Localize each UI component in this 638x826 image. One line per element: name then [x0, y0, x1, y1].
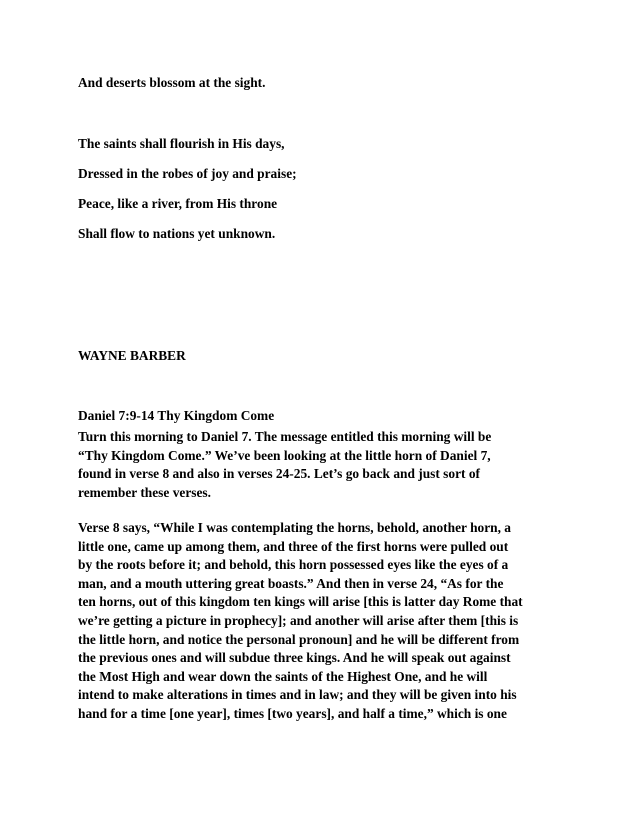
paragraph-line: the little horn, and notice the personal pronoun] and he will be different from [78, 631, 520, 647]
paragraph-line: “Thy Kingdom Come.” We’ve been looking at the little horn of Daniel 7, [78, 447, 491, 463]
paragraph-line: by the roots before it; and behold, this horn possessed eyes like the eyes of a [78, 557, 509, 573]
paragraph-line: little one, came up among them, and three of the first horns were pulled out [78, 538, 509, 554]
paragraph-line: the Most High and wear down the saints of the Highest One, and he will [78, 668, 488, 684]
poem-line: Dressed in the robes of joy and praise; [78, 166, 297, 181]
paragraph-line: intend to make alterations in times and in law; and they will be given into his [78, 687, 517, 703]
poem-line: And deserts blossom at the sight. [78, 75, 266, 90]
sermon-paragraph-1 [78, 428, 578, 502]
paragraph-line: hand for a time [one year], times [two years], and half a time,” which is one [78, 705, 507, 721]
paragraph-line: Turn this morning to Daniel 7. The message entitled this morning will be [78, 429, 492, 444]
paragraph-line: ten horns, out of this kingdom ten kings will arise [this is latter day Rome that [78, 594, 523, 610]
paragraph-line: we’re getting a picture in prophecy]; and another will arise after them [this is [78, 612, 519, 628]
paragraph-line: the previous ones and will subdue three kings. And he will speak out against [78, 650, 511, 666]
poem-line: Peace, like a river, from His throne [78, 196, 278, 211]
poem-line: Shall flow to nations yet unknown. [78, 226, 276, 241]
paragraph-line: remember these verses. [78, 484, 211, 500]
paragraph-line: found in verse 8 and also in verses 24-25. Let’s go back and just sort of [78, 466, 480, 482]
author-name: WAYNE BARBER [78, 348, 186, 363]
paragraph-line: Verse 8 says, “While I was contemplating the horns, behold, another horn, a [78, 520, 511, 535]
sermon-title: Daniel 7:9-14 Thy Kingdom Come [78, 408, 275, 423]
paragraph-line: man, and a mouth uttering great boasts.” And then in verse 24, “As for the [78, 575, 504, 591]
poem-line: The saints shall flourish in His days, [78, 136, 285, 151]
sermon-paragraph-2 [78, 519, 578, 724]
